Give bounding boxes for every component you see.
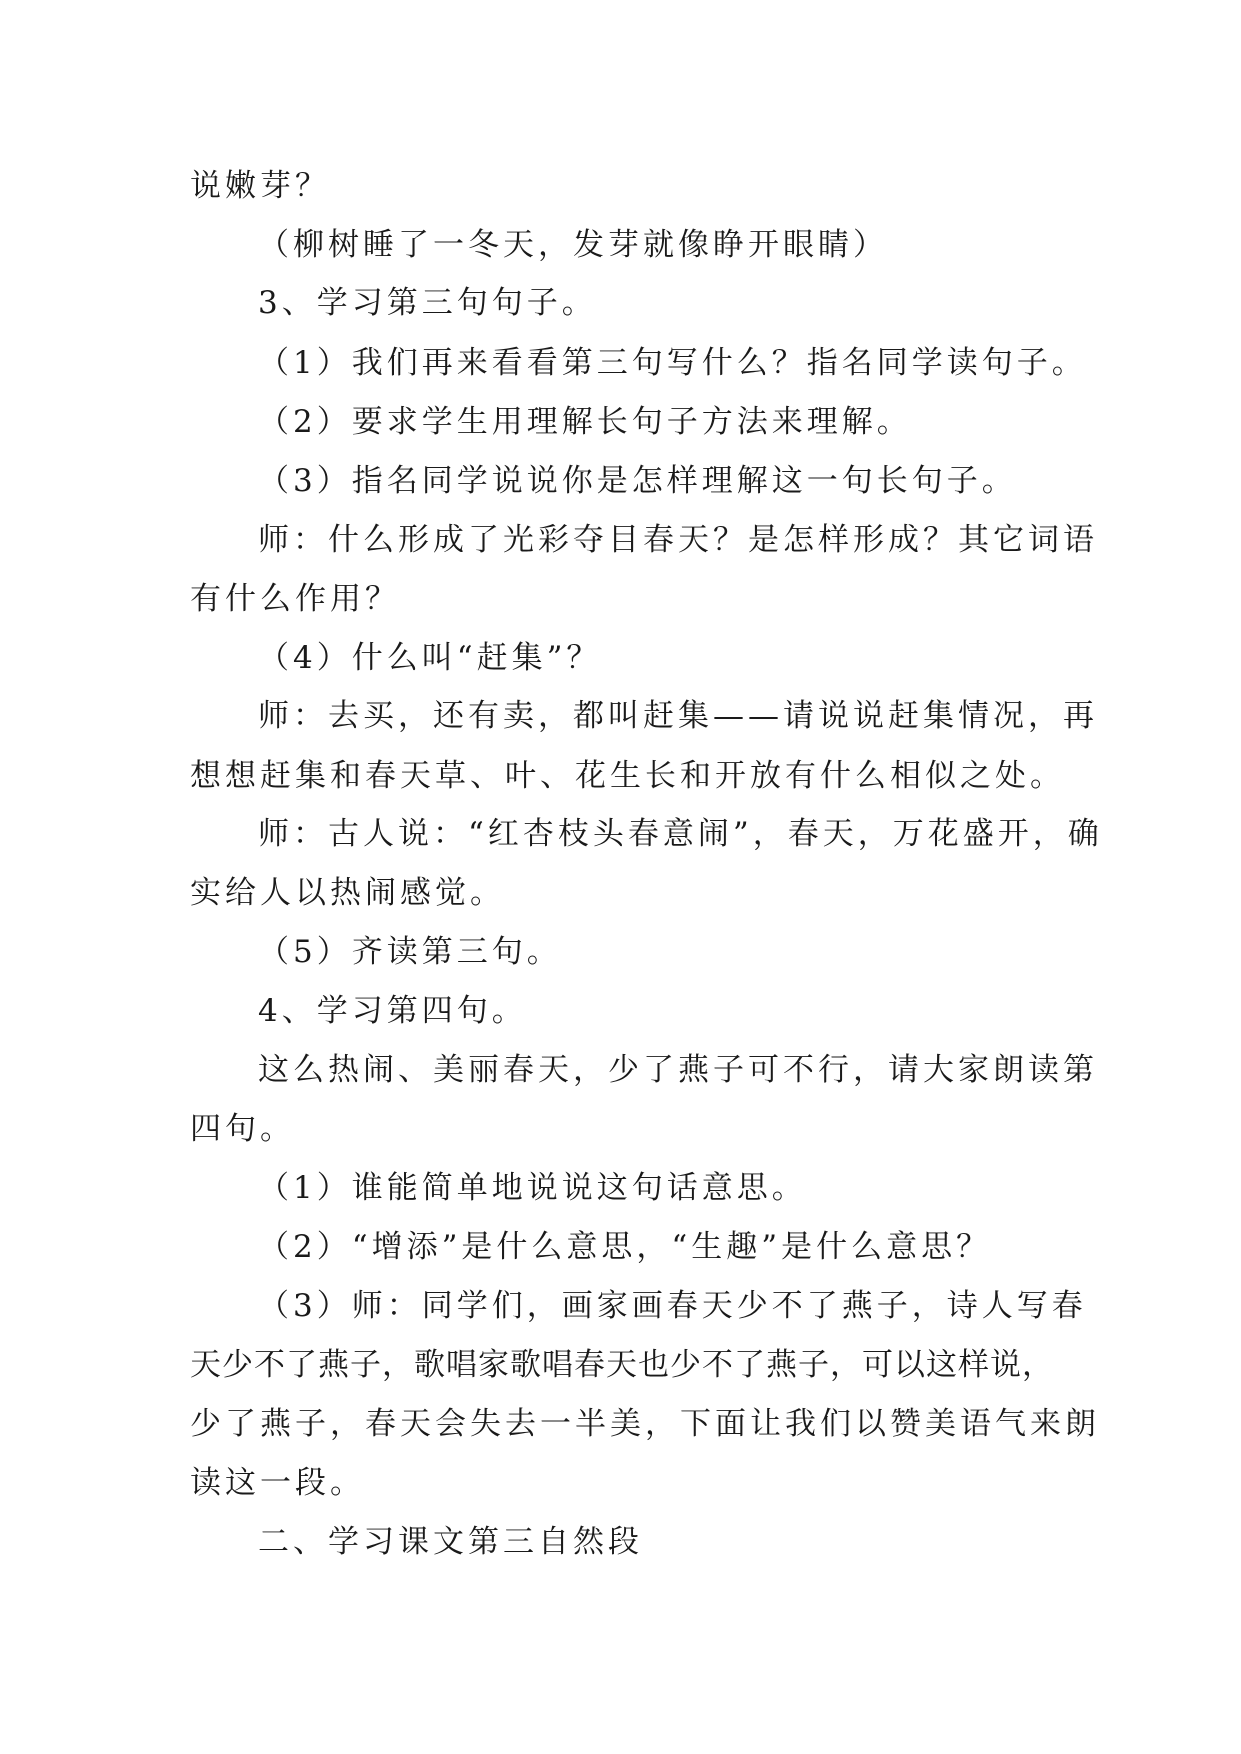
- text-line: （柳树睡了一冬天，发芽就像睁开眼睛）: [258, 227, 888, 263]
- text-line: 四句。: [190, 1111, 295, 1147]
- text-line: 说嫩芽？: [190, 168, 330, 204]
- text-line: 4、学习第四句。: [258, 993, 527, 1029]
- text-line: （3）指名同学说说你是怎样理解这一句长句子。: [258, 463, 1017, 499]
- text-line: （2）“增添”是什么意思，“生趣”是什么意思？: [258, 1229, 992, 1265]
- text-line: 师：什么形成了光彩夺目春天？是怎样形成？其它词语: [258, 522, 1098, 558]
- text-line: 师：去买，还有卖，都叫赶集——请说说赶集情况，再: [258, 698, 1098, 734]
- text-line: 想想赶集和春天草、叶、花生长和开放有什么相似之处。: [190, 758, 1065, 794]
- text-line: 师：古人说：“红杏枝头春意闹”，春天，万花盛开，确: [258, 816, 1103, 852]
- text-line: 有什么作用？: [190, 581, 400, 617]
- text-line: 这么热闹、美丽春天，少了燕子可不行，请大家朗读第: [258, 1052, 1098, 1088]
- text-line: 实给人以热闹感觉。: [190, 875, 505, 911]
- text-line: 读这一段。: [190, 1465, 365, 1501]
- text-line: （1）我们再来看看第三句写什么？指名同学读句子。: [258, 345, 1087, 381]
- text-line: 天少不了燕子，歌唱家歌唱春天也少不了燕子，可以这样说，: [190, 1347, 1054, 1383]
- text-line: （1）谁能简单地说说这句话意思。: [258, 1170, 807, 1206]
- text-line: 3、学习第三句句子。: [258, 285, 597, 321]
- text-line: 少了燕子，春天会失去一半美，下面让我们以赞美语气来朗: [190, 1406, 1100, 1442]
- text-line: （4）什么叫“赶集”？: [258, 640, 602, 676]
- text-line: （5）齐读第三句。: [258, 934, 562, 970]
- text-line: （2）要求学生用理解长句子方法来理解。: [258, 404, 912, 440]
- text-line: 二、学习课文第三自然段: [258, 1524, 643, 1560]
- text-line: （3）师：同学们，画家画春天少不了燕子，诗人写春: [258, 1288, 1087, 1324]
